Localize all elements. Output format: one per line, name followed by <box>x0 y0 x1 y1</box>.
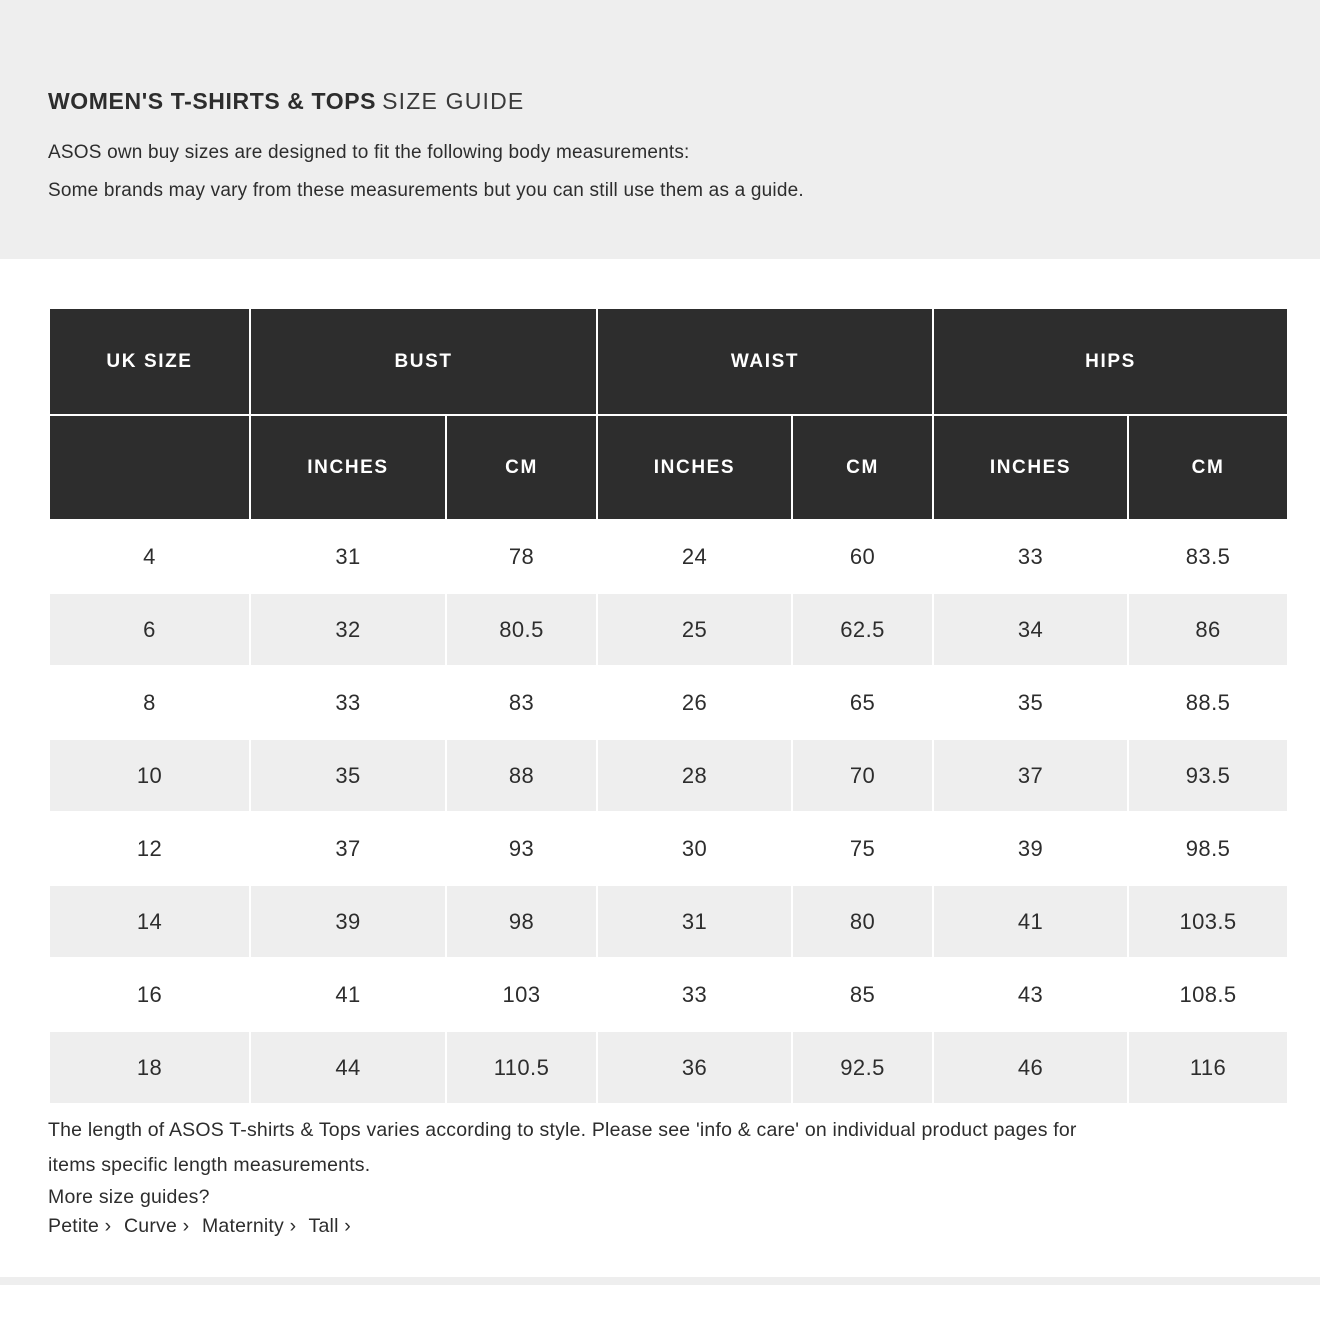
waist-cm-cell: 75 <box>793 813 932 884</box>
waist-inches-cell: 31 <box>598 886 791 957</box>
uk-size-cell: 12 <box>50 813 249 884</box>
hips-inches-cell: 34 <box>934 594 1127 665</box>
bust-cm-cell: 78 <box>447 521 596 592</box>
bust-inches-cell: 41 <box>251 959 445 1030</box>
table-row <box>50 667 1287 738</box>
bust-cm-cell: 88 <box>447 740 596 811</box>
bust-inches-cell: 37 <box>251 813 445 884</box>
table-row <box>50 594 1287 665</box>
bust-cm-cell: 110.5 <box>447 1032 596 1103</box>
hips-cm-cell: 88.5 <box>1129 667 1287 738</box>
table-row <box>50 813 1287 884</box>
bust-inches-cell: 44 <box>251 1032 445 1103</box>
uk-size-cell: 14 <box>50 886 249 957</box>
hips-cm-cell: 108.5 <box>1129 959 1287 1030</box>
empty-header-cell <box>50 416 249 519</box>
table-row <box>50 740 1287 811</box>
uk-size-cell: 6 <box>50 594 249 665</box>
waist-inches-cell: 36 <box>598 1032 791 1103</box>
size-table <box>48 307 1289 1105</box>
header-bust: BUST <box>251 309 596 414</box>
header-waist-cm: CM <box>793 416 932 519</box>
header-hips-inches: INCHES <box>934 416 1127 519</box>
hips-cm-cell: 93.5 <box>1129 740 1287 811</box>
hips-cm-cell: 86 <box>1129 594 1287 665</box>
page-title-category: WOMEN'S T-SHIRTS & TOPS <box>48 88 377 114</box>
footer-notes <box>48 1113 1272 1241</box>
table-group-header-row <box>50 309 1287 414</box>
hips-cm-cell: 83.5 <box>1129 521 1287 592</box>
uk-size-cell: 10 <box>50 740 249 811</box>
waist-cm-cell: 92.5 <box>793 1032 932 1103</box>
bust-inches-cell: 33 <box>251 667 445 738</box>
size-guide-link-tall[interactable]: Tall › <box>308 1215 351 1237</box>
page-title-suffix: SIZE GUIDE <box>382 88 525 114</box>
waist-cm-cell: 60 <box>793 521 932 592</box>
waist-inches-cell: 26 <box>598 667 791 738</box>
size-guide-banner <box>0 0 1320 259</box>
bust-cm-cell: 93 <box>447 813 596 884</box>
page-title <box>48 88 1272 115</box>
table-unit-header-row <box>50 416 1287 519</box>
hips-inches-cell: 35 <box>934 667 1127 738</box>
bust-inches-cell: 31 <box>251 521 445 592</box>
waist-inches-cell: 33 <box>598 959 791 1030</box>
waist-cm-cell: 70 <box>793 740 932 811</box>
intro-line-1: ASOS own buy sizes are designed to fit the following body measurements: <box>48 142 690 163</box>
intro-line-2: Some brands may vary from these measurements but you can still use them as a guide. <box>48 180 804 201</box>
waist-cm-cell: 85 <box>793 959 932 1030</box>
bust-inches-cell: 32 <box>251 594 445 665</box>
waist-inches-cell: 25 <box>598 594 791 665</box>
waist-cm-cell: 65 <box>793 667 932 738</box>
bust-cm-cell: 83 <box>447 667 596 738</box>
header-bust-cm: CM <box>447 416 596 519</box>
header-hips-cm: CM <box>1129 416 1287 519</box>
hips-inches-cell: 43 <box>934 959 1127 1030</box>
header-bust-inches: INCHES <box>251 416 445 519</box>
bust-inches-cell: 35 <box>251 740 445 811</box>
uk-size-cell: 16 <box>50 959 249 1030</box>
intro-text <box>48 134 1272 210</box>
bust-cm-cell: 103 <box>447 959 596 1030</box>
bust-inches-cell: 39 <box>251 886 445 957</box>
bust-cm-cell: 80.5 <box>447 594 596 665</box>
size-guide-link-maternity[interactable]: Maternity › <box>201 1215 297 1237</box>
bottom-section-divider <box>0 1277 1320 1285</box>
hips-cm-cell: 98.5 <box>1129 813 1287 884</box>
header-waist: WAIST <box>598 309 932 414</box>
waist-inches-cell: 30 <box>598 813 791 884</box>
length-note-line-1: The length of ASOS T-shirts & Tops varies according to style. Please see 'info & care' on individual product pages for <box>48 1119 1077 1141</box>
header-hips: HIPS <box>934 309 1287 414</box>
hips-inches-cell: 39 <box>934 813 1127 884</box>
table-row <box>50 959 1287 1030</box>
waist-inches-cell: 24 <box>598 521 791 592</box>
table-row <box>50 521 1287 592</box>
uk-size-cell: 18 <box>50 1032 249 1103</box>
more-size-guides-label: More size guides? <box>48 1186 210 1208</box>
size-table-container <box>48 307 1273 1105</box>
size-guide-link-petite[interactable]: Petite › <box>48 1215 112 1237</box>
size-guide-link-curve[interactable]: Curve › <box>124 1215 190 1237</box>
uk-size-cell: 4 <box>50 521 249 592</box>
waist-inches-cell: 28 <box>598 740 791 811</box>
hips-inches-cell: 37 <box>934 740 1127 811</box>
uk-size-cell: 8 <box>50 667 249 738</box>
table-row <box>50 886 1287 957</box>
table-row <box>50 1032 1287 1103</box>
hips-inches-cell: 41 <box>934 886 1127 957</box>
waist-cm-cell: 80 <box>793 886 932 957</box>
length-note-line-2: items specific length measurements. <box>48 1154 371 1176</box>
header-waist-inches: INCHES <box>598 416 791 519</box>
hips-inches-cell: 33 <box>934 521 1127 592</box>
hips-cm-cell: 103.5 <box>1129 886 1287 957</box>
hips-cm-cell: 116 <box>1129 1032 1287 1103</box>
waist-cm-cell: 62.5 <box>793 594 932 665</box>
header-uk-size: UK SIZE <box>50 309 249 414</box>
hips-inches-cell: 46 <box>934 1032 1127 1103</box>
size-guide-links <box>48 1212 1272 1241</box>
bust-cm-cell: 98 <box>447 886 596 957</box>
